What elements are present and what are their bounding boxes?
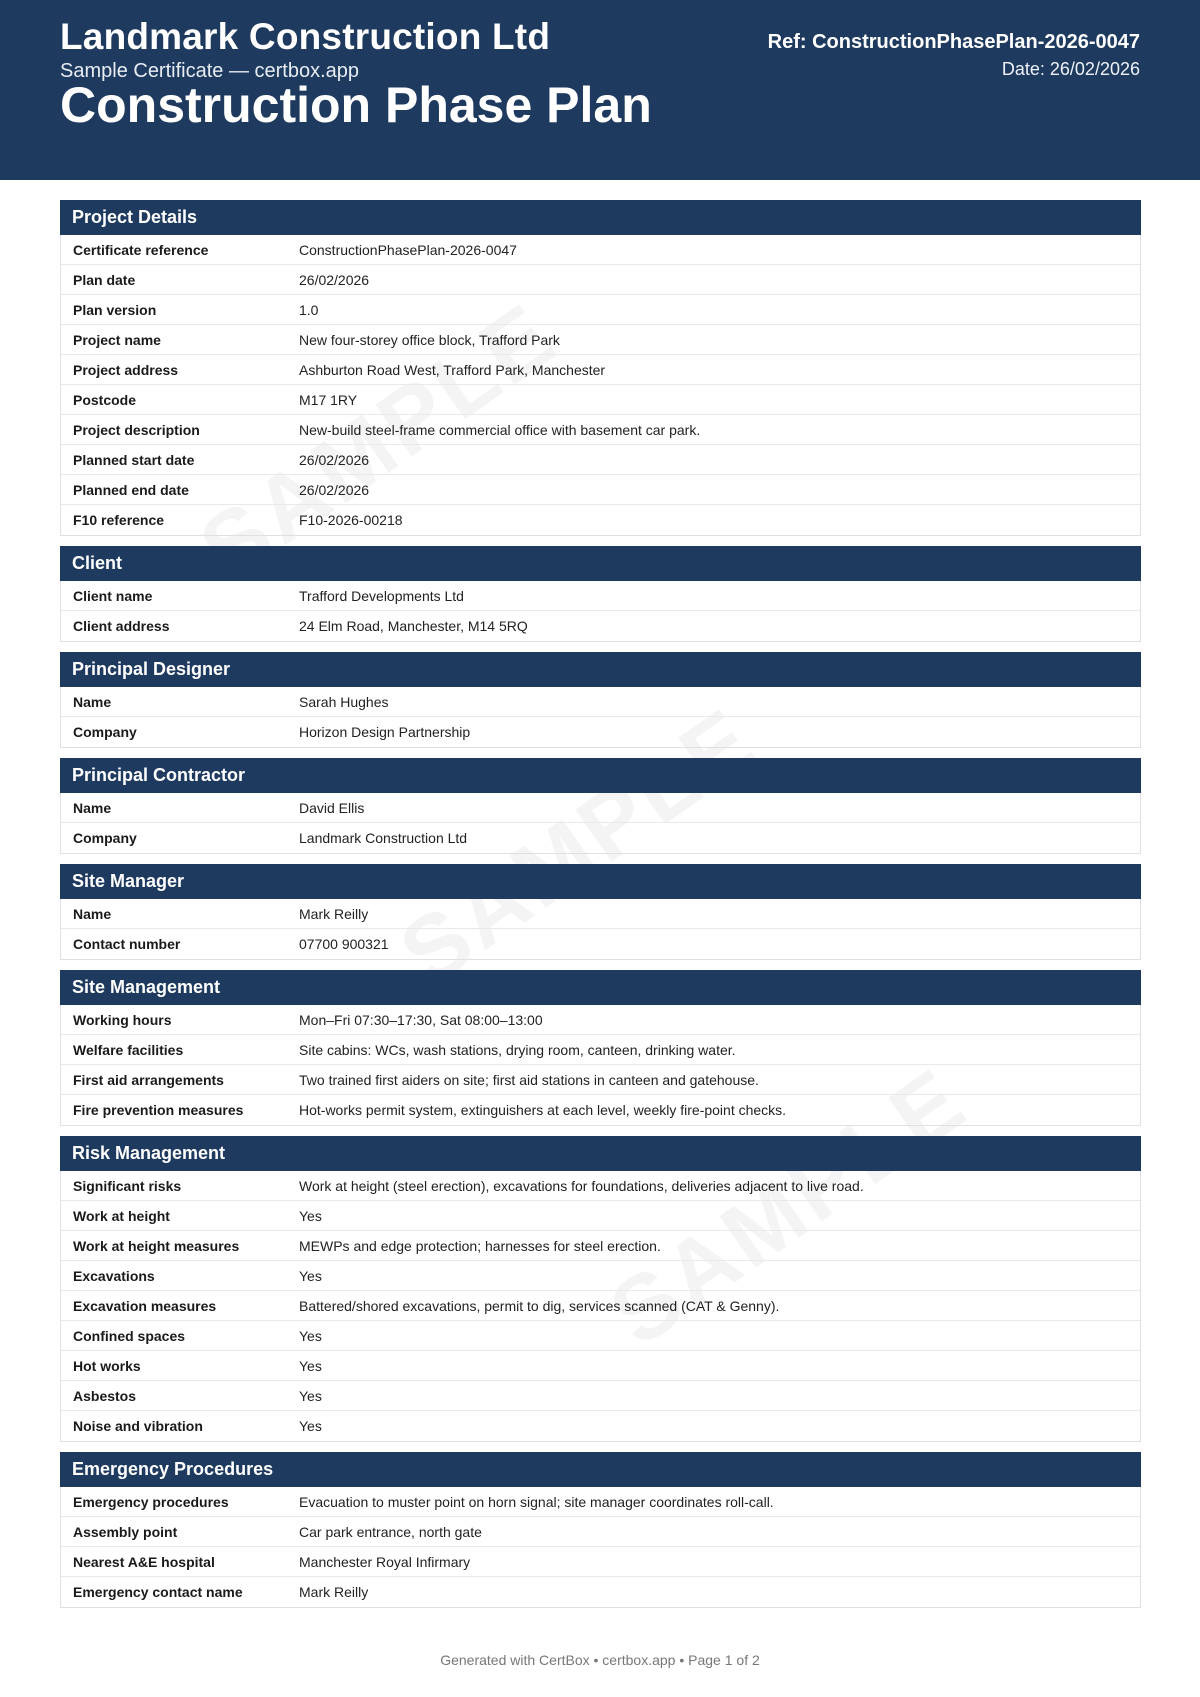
table-row [61,899,1140,929]
field-value: Yes [299,1207,322,1224]
table-row [61,823,1140,853]
field-value: Work at height (steel erection), excavations for foundations, deliveries adjacent to live road. [299,1177,864,1194]
field-label: Emergency procedures [73,1493,229,1510]
field-label: Excavation measures [73,1297,217,1314]
field-label: Planned start date [73,451,195,468]
table-row [61,1261,1140,1291]
section-header: Principal Contractor [60,758,1141,793]
table-row [61,1095,1140,1125]
table-row [61,1517,1140,1547]
section-risk-management [60,1136,1141,1442]
field-label: Project description [73,421,200,438]
field-label: Working hours [73,1011,172,1028]
table-row [61,1065,1140,1095]
table-row [61,611,1140,641]
section-header: Emergency Procedures [60,1452,1141,1487]
field-value: Site cabins: WCs, wash stations, drying room, canteen, drinking water. [299,1041,736,1058]
table-row [61,1381,1140,1411]
field-label: Work at height measures [73,1237,240,1254]
section-table [60,899,1141,960]
section-header: Site Manager [60,864,1141,899]
field-label: Work at height [73,1207,170,1224]
field-label: Nearest A&E hospital [73,1553,215,1570]
field-label: Client name [73,587,153,604]
field-label: Name [73,905,112,922]
table-row [61,1291,1140,1321]
table-row [61,265,1140,295]
field-label: Emergency contact name [73,1584,243,1600]
field-value: 26/02/2026 [299,271,370,288]
field-value: ConstructionPhasePlan-2026-0047 [299,241,517,258]
field-value: Mark Reilly [299,1584,369,1600]
field-value: Hot-works permit system, extinguishers at each level, weekly fire-point checks. [299,1102,787,1118]
field-label: Project address [73,361,179,378]
section-project-details [60,200,1141,536]
field-value: Ashburton Road West, Trafford Park, Manchester [299,361,606,378]
section-table [60,235,1141,536]
field-value: David Ellis [299,799,365,816]
field-label: Confined spaces [73,1327,186,1344]
table-row [61,475,1140,505]
field-value: 26/02/2026 [299,481,370,498]
field-value: 26/02/2026 [299,451,370,468]
section-principal-contractor [60,758,1141,854]
field-label: Fire prevention measures [73,1102,244,1118]
field-label: Asbestos [73,1387,137,1404]
field-label: Certificate reference [73,241,209,258]
document-title: Construction Phase Plan [60,77,652,133]
field-value: New four-storey office block, Trafford Park [299,331,560,348]
field-label: Name [73,799,112,816]
document-header [0,0,1200,180]
field-value: New-build steel-frame commercial office with basement car park. [299,421,701,438]
field-value: Landmark Construction Ltd [299,830,468,846]
table-row [61,505,1140,535]
certificate-date: Date: 26/02/2026 [1001,59,1140,79]
table-row [61,1321,1140,1351]
field-value: Yes [299,1418,322,1434]
page-footer: Generated with CertBox • certbox.app • Page 1 of 2 [440,1652,760,1668]
field-value: Yes [299,1357,322,1374]
section-principal-designer [60,652,1141,748]
field-label: Assembly point [73,1523,178,1540]
section-emergency-procedures [60,1452,1141,1608]
section-table [60,1005,1141,1126]
field-value: M17 1RY [299,391,358,408]
field-label: Noise and vibration [73,1418,203,1434]
table-row [61,929,1140,959]
table-row [61,1171,1140,1201]
table-row [61,1577,1140,1607]
section-table [60,1171,1141,1442]
field-value: Yes [299,1267,322,1284]
table-row [61,581,1140,611]
table-row [61,793,1140,823]
field-value: 24 Elm Road, Manchester, M14 5RQ [299,618,528,634]
field-label: Plan version [73,301,157,318]
section-table [60,687,1141,748]
field-label: First aid arrangements [73,1071,224,1088]
section-header: Risk Management [60,1136,1141,1171]
table-row [61,717,1140,747]
field-value: Sarah Hughes [299,693,389,710]
table-row [61,1411,1140,1441]
section-header: Client [60,546,1141,581]
company-name: Landmark Construction Ltd [60,16,551,57]
section-table [60,793,1141,854]
field-label: Planned end date [73,481,189,498]
field-label: Company [73,830,137,846]
field-label: Hot works [73,1357,141,1374]
section-header: Principal Designer [60,652,1141,687]
table-row [61,355,1140,385]
field-label: Postcode [73,391,137,408]
field-label: Excavations [73,1267,155,1284]
table-row [61,445,1140,475]
field-value: Yes [299,1387,322,1404]
field-value: 1.0 [299,301,319,318]
table-row [61,1035,1140,1065]
section-table [60,581,1141,642]
table-row [61,415,1140,445]
table-row [61,1005,1140,1035]
field-value: Mon–Fri 07:30–17:30, Sat 08:00–13:00 [299,1011,543,1028]
field-value: Yes [299,1327,322,1344]
certificate-ref: Ref: ConstructionPhasePlan-2026-0047 [767,31,1140,53]
section-client [60,546,1141,642]
field-label: F10 reference [73,512,165,528]
table-row [61,235,1140,265]
field-value: MEWPs and edge protection; harnesses for steel erection. [299,1237,661,1254]
document-body [60,200,1141,1618]
field-value: F10-2026-00218 [299,512,403,528]
field-value: Battered/shored excavations, permit to dig, services scanned (CAT & Genny). [299,1297,780,1314]
field-label: Project name [73,331,161,348]
table-row [61,1231,1140,1261]
table-row [61,325,1140,355]
field-value: Evacuation to muster point on horn signal; site manager coordinates roll-call. [299,1493,774,1510]
table-row [61,295,1140,325]
field-value: Trafford Developments Ltd [299,587,464,604]
field-label: Name [73,693,112,710]
table-row [61,1201,1140,1231]
field-value: Two trained first aiders on site; first aid stations in canteen and gatehouse. [299,1071,759,1088]
section-table [60,1487,1141,1608]
section-site-management [60,970,1141,1126]
header-subtitle: Sample Certificate — certbox.app [60,60,360,82]
field-label: Welfare facilities [73,1041,184,1058]
field-value: Car park entrance, north gate [299,1523,482,1540]
field-value: Horizon Design Partnership [299,724,471,740]
table-row [61,385,1140,415]
field-label: Company [73,724,137,740]
field-label: Client address [73,618,170,634]
table-row [61,687,1140,717]
field-value: Manchester Royal Infirmary [299,1553,471,1570]
field-value: 07700 900321 [299,936,389,952]
field-label: Plan date [73,271,136,288]
section-site-manager [60,864,1141,960]
table-row [61,1351,1140,1381]
table-row [61,1547,1140,1577]
field-label: Significant risks [73,1177,182,1194]
section-header: Project Details [60,200,1141,235]
section-header: Site Management [60,970,1141,1005]
table-row [61,1487,1140,1517]
field-label: Contact number [73,936,181,952]
field-value: Mark Reilly [299,905,369,922]
